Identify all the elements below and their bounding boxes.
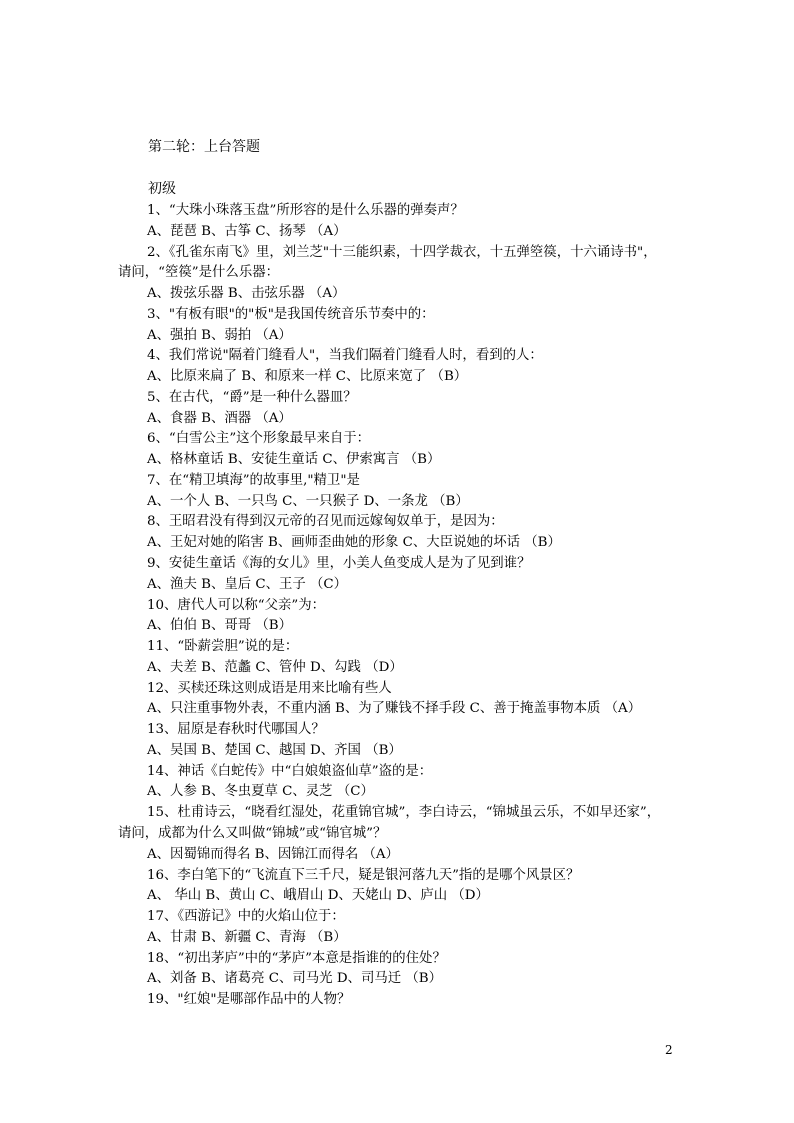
round-title: 第二轮：上台答题: [148, 139, 260, 155]
answer-options-line: A、拨弦乐器 B、击弦乐器 （A）: [147, 286, 346, 302]
question-line: 5、在古代，“爵”是一种什么器皿？: [147, 389, 357, 405]
answer-options-line: A、伯伯 B、哥哥 （B）: [147, 618, 292, 634]
question-line: 9、安徒生童话《海的女儿》里，小美人鱼变成人是为了见到谁？: [147, 556, 531, 572]
question-line: 6、“白雪公主”这个形象最早来自于：: [147, 431, 371, 447]
question-line: 15、杜甫诗云，“晓看红湿处，花重锦官城”，李白诗云，“锦城虽云乐，不如早还家”，: [147, 805, 661, 821]
level-label: 初级: [148, 181, 176, 197]
answer-options-line: A、夫差 B、范蠡 C、管仲 D、勾践 （D）: [147, 659, 403, 675]
question-line: 7、在“精卫填海”的故事里,"精卫"是: [147, 472, 360, 488]
page-number: 2: [665, 1043, 673, 1057]
answer-options-line: A、琵琶 B、古筝 C、扬琴 （A）: [147, 223, 347, 239]
question-line: 2、《孔雀东南飞》里，刘兰芝"十三能织素，十四学裁衣，十五弹箜篌，十六诵诗书"，: [147, 244, 657, 260]
question-line: 12、买椟还珠这则成语是用来比喻有些人: [147, 680, 392, 696]
question-line: 18、“初出茅庐”中的“茅庐”本意是指谁的的住处？: [147, 950, 446, 966]
answer-options-line: A、王妃对她的陷害 B、画师歪曲她的形象 C、大臣说她的坏话 （B）: [147, 535, 561, 551]
answer-options-line: A、食器 B、酒器 （A）: [147, 410, 292, 426]
answer-options-line: A、人参 B、冬虫夏草 C、灵芝 （C）: [147, 784, 374, 800]
answer-options-line: A、刘备 B、诸葛亮 C、司马光 D、司马迁 （B）: [147, 971, 442, 987]
answer-options-line: A、强拍 B、弱拍 （A）: [147, 327, 292, 343]
question-line: 19、"红娘"是哪部作品中的人物？: [147, 992, 351, 1008]
answer-options-line: A、一个人 B、一只鸟 C、一只猴子 D、一条龙 （B）: [147, 493, 469, 509]
answer-options-line: A、只注重事物外表，不重内涵 B、为了赚钱不择手段 C、善于掩盖事物本质 （A）: [147, 701, 642, 717]
question-line: 1、“大珠小珠落玉盘”所形容的是什么乐器的弹奏声？: [147, 203, 464, 218]
answer-options-line: A、比原来扁了 B、和原来一样 C、比原来宽了 （B）: [147, 369, 468, 385]
question-line: 10、唐代人可以称“父亲”为：: [147, 597, 326, 613]
question-line: 请问，成都为什么又叫做“锦城”或“锦官城”？: [118, 825, 387, 841]
question-list: [118, 201, 678, 1011]
question-line: 8、王昭君没有得到汉元帝的召见而远嫁匈奴单于，是因为：: [147, 514, 504, 530]
answer-options-line: A、甘肃 B、新疆 C、青海 （B）: [147, 929, 347, 945]
question-line: 4、我们常说"隔着门缝看人"，当我们隔着门缝看人时，看到的人：: [147, 348, 543, 364]
question-line: 请问，“箜篌”是什么乐器：: [118, 265, 279, 281]
answer-options-line: A、格林童话 B、安徒生童话 C、伊索寓言 （B）: [147, 452, 441, 468]
question-line: 16、李白笔下的“飞流直下三千尺，疑是银河落九天”指的是哪个风景区？: [147, 867, 580, 883]
answer-options-line: A、因蜀锦而得名 B、因锦江而得名 （A）: [147, 846, 399, 862]
question-line: 3、"有板有眼"的"板"是我国传统音乐节奏中的：: [147, 306, 435, 322]
answer-options-line: A、渔夫 B、皇后 C、王子 （C）: [147, 576, 348, 592]
question-line: 13、屈原是春秋时代哪国人？: [147, 722, 325, 738]
question-line: 17、《西游记》中的火焰山位于：: [147, 909, 345, 925]
question-line: 14、神话《白蛇传》中“白娘娘盗仙草”盗的是：: [147, 763, 433, 779]
answer-options-line: A、吴国 B、楚国 C、越国 D、齐国 （B）: [147, 742, 402, 758]
answer-options-line: A、 华山 B、黄山 C、峨眉山 D、天姥山 D、庐山 （D）: [147, 888, 489, 904]
question-line: 11、“卧薪尝胆”说的是：: [147, 639, 299, 655]
